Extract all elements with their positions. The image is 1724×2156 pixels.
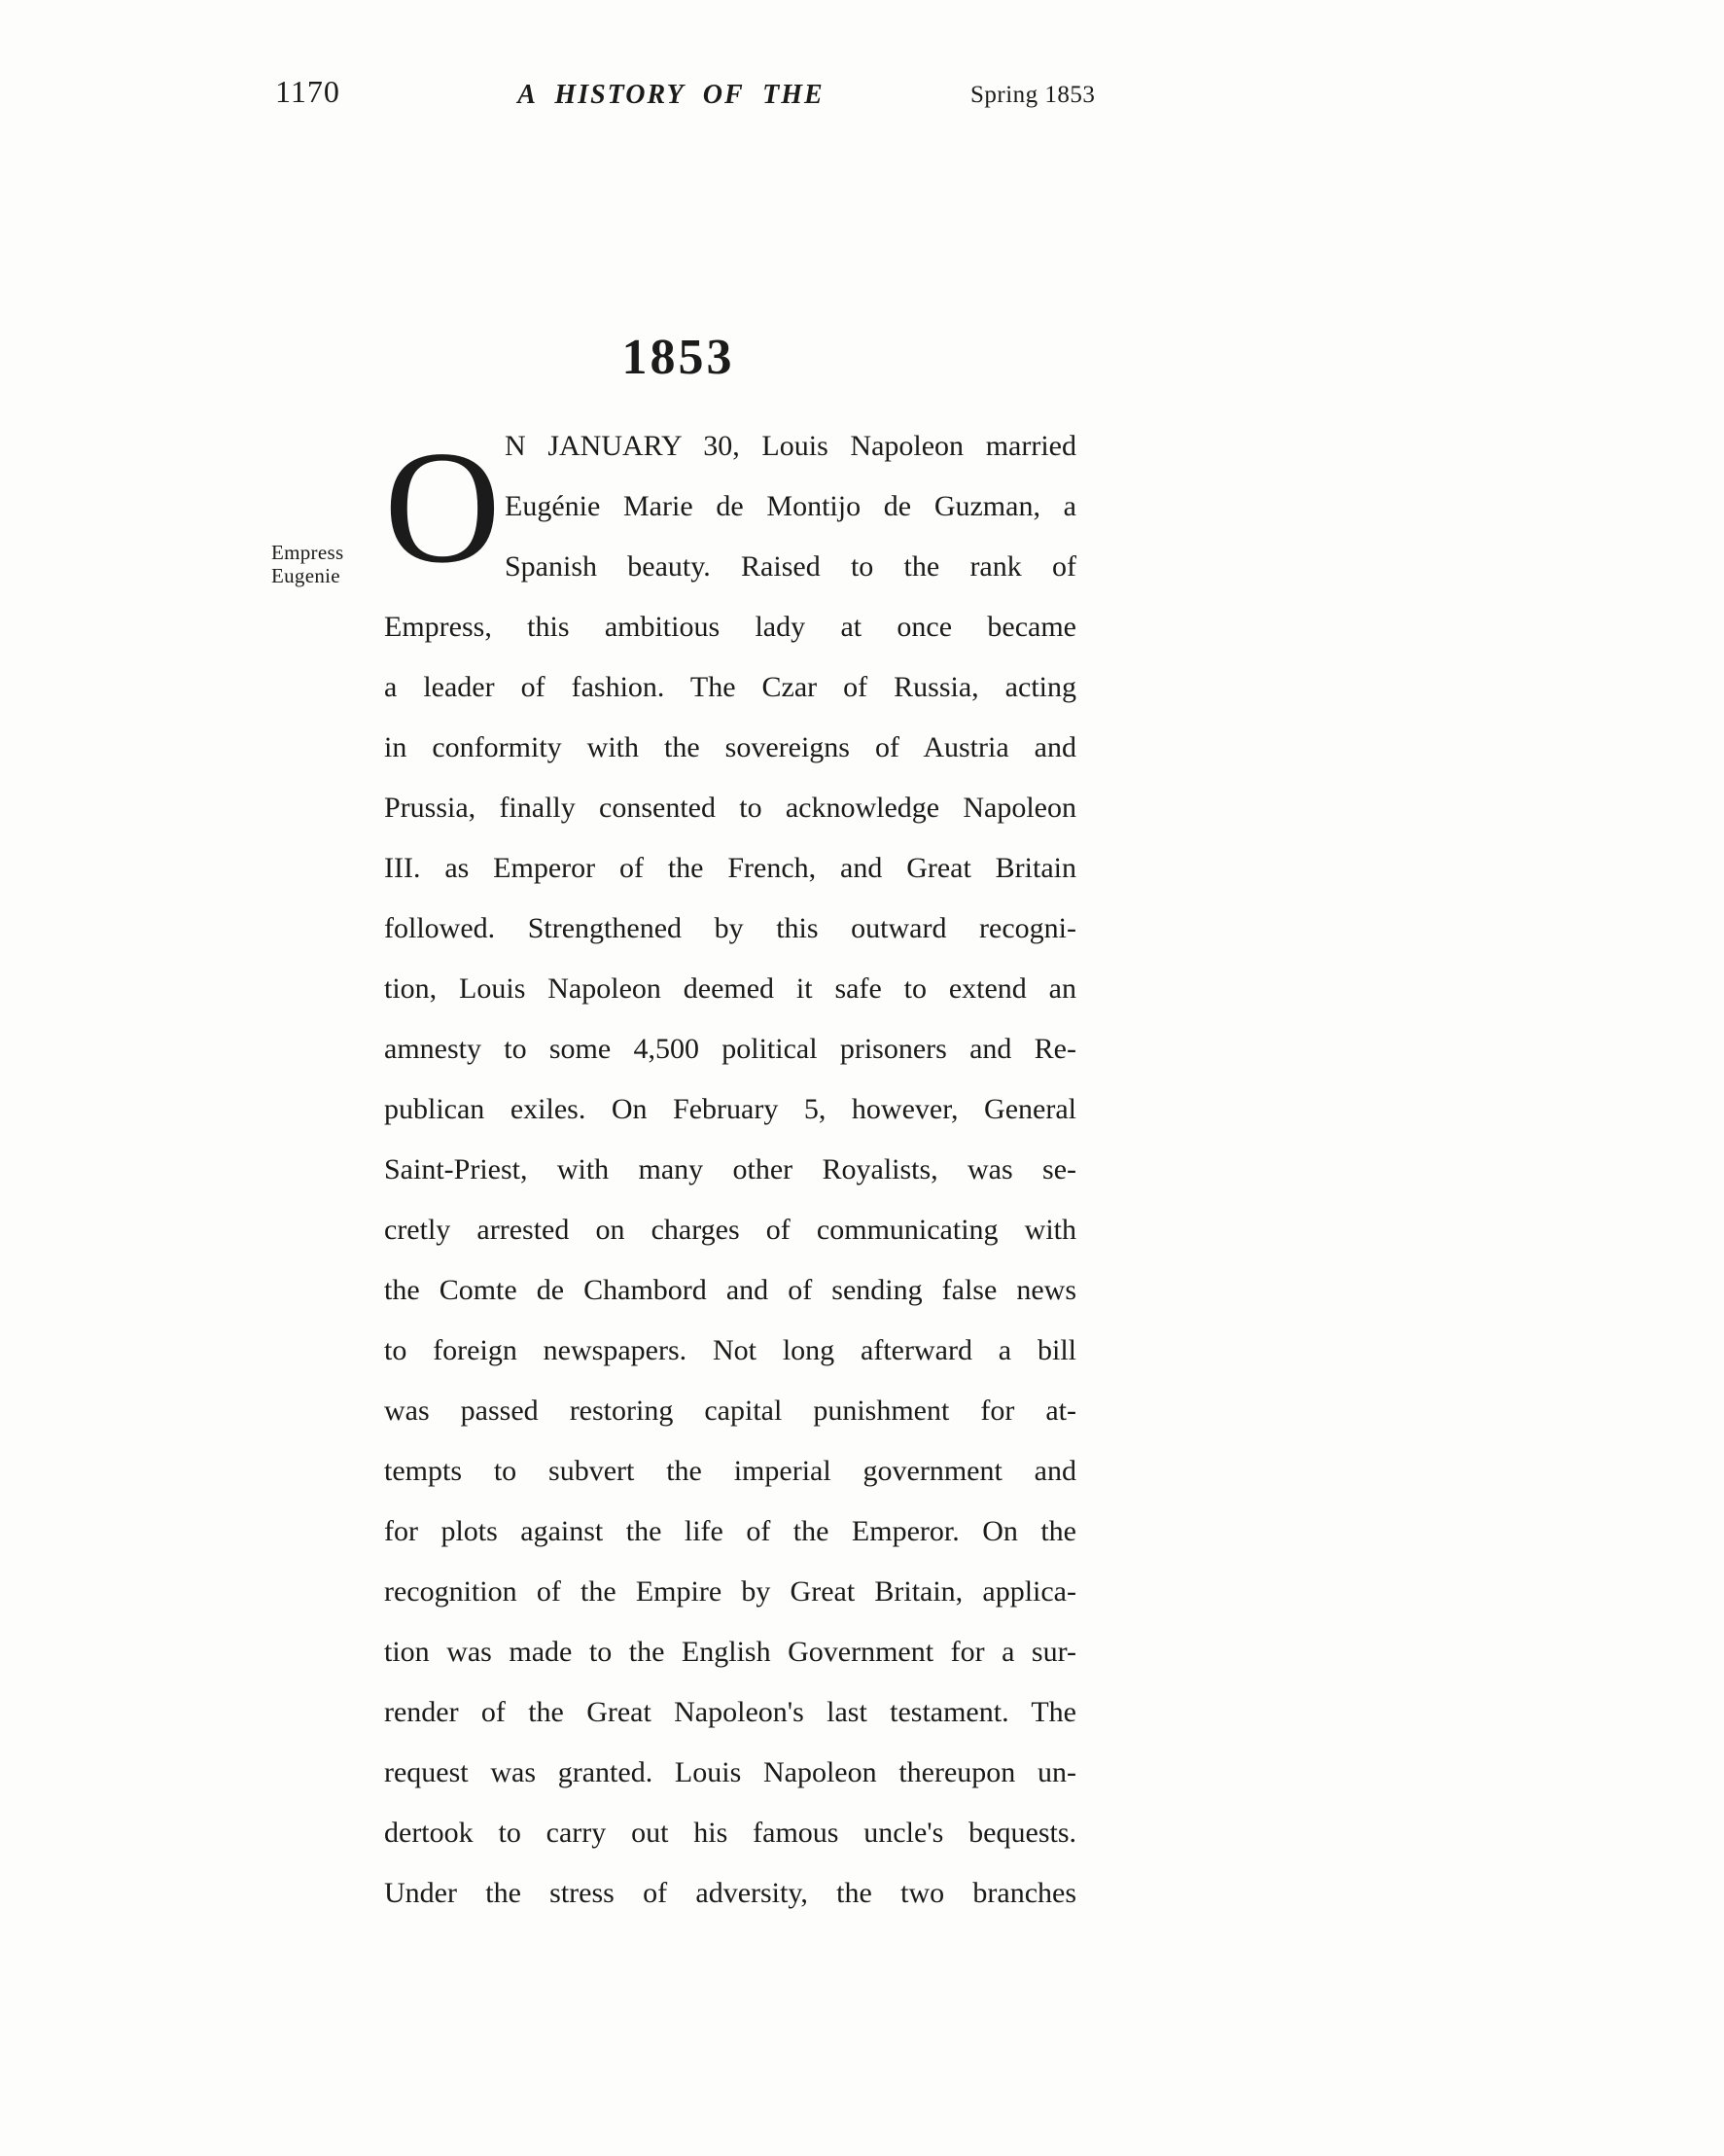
body-text-line: III. as Emperor of the French, and Great Britain — [384, 852, 1076, 884]
body-text-line: N JANUARY 30, Louis Napoleon married — [505, 430, 1076, 462]
body-text-line: tempts to subvert the imperial government and — [384, 1455, 1076, 1487]
drop-cap-letter: O — [384, 417, 501, 596]
margin-note-line: Empress — [271, 541, 344, 564]
body-text-line: tion was made to the English Government for a sur- — [384, 1636, 1076, 1668]
body-text-line: cretly arrested on charges of communicating with — [384, 1214, 1076, 1246]
page-number: 1170 — [275, 74, 340, 109]
body-text-line: request was granted. Louis Napoleon thereupon un- — [384, 1756, 1076, 1788]
body-text-line: Empress, this ambitious lady at once became — [384, 611, 1076, 643]
body-text-line: in conformity with the sovereigns of Austria and — [384, 731, 1076, 763]
body-text-line: publican exiles. On February 5, however, General — [384, 1093, 1076, 1125]
margin-note — [271, 541, 343, 587]
body-text-line: the Comte de Chambord and of sending false news — [384, 1274, 1076, 1306]
header-edition-date: Spring 1853 — [970, 82, 1096, 108]
body-text-line: to foreign newspapers. Not long afterward a bill — [384, 1334, 1076, 1366]
body-text-line: Eugénie Marie de Montijo de Guzman, a — [505, 490, 1076, 522]
margin-note-line: Eugenie — [271, 564, 340, 587]
body-text-line: was passed restoring capital punishment for at- — [384, 1395, 1076, 1427]
body-text-line: tion, Louis Napoleon deemed it safe to extend an — [384, 972, 1076, 1005]
body-text-line: Spanish beauty. Raised to the rank of — [505, 550, 1076, 583]
running-title: A HISTORY OF THE — [517, 80, 825, 110]
body-text — [384, 416, 1076, 1924]
chapter-year-heading: 1853 — [621, 330, 735, 385]
body-text-line: amnesty to some 4,500 political prisoners and Re- — [384, 1033, 1076, 1065]
body-text-line: Prussia, finally consented to acknowledge Napoleon — [384, 792, 1076, 824]
body-text-line: Under the stress of adversity, the two branches — [384, 1877, 1076, 1909]
body-text-line: render of the Great Napoleon's last testament. The — [384, 1696, 1076, 1728]
body-text-line: for plots against the life of the Emperor. On the — [384, 1515, 1076, 1547]
body-lines — [384, 416, 1076, 1924]
body-text-line: dertook to carry out his famous uncle's bequests. — [384, 1817, 1076, 1849]
body-text-line: followed. Strengthened by this outward recogni- — [384, 912, 1076, 944]
body-text-line: recognition of the Empire by Great Britain, applica- — [384, 1575, 1076, 1608]
body-text-line: a leader of fashion. The Czar of Russia, acting — [384, 671, 1076, 703]
body-text-line: Saint-Priest, with many other Royalists, was se- — [384, 1153, 1076, 1185]
